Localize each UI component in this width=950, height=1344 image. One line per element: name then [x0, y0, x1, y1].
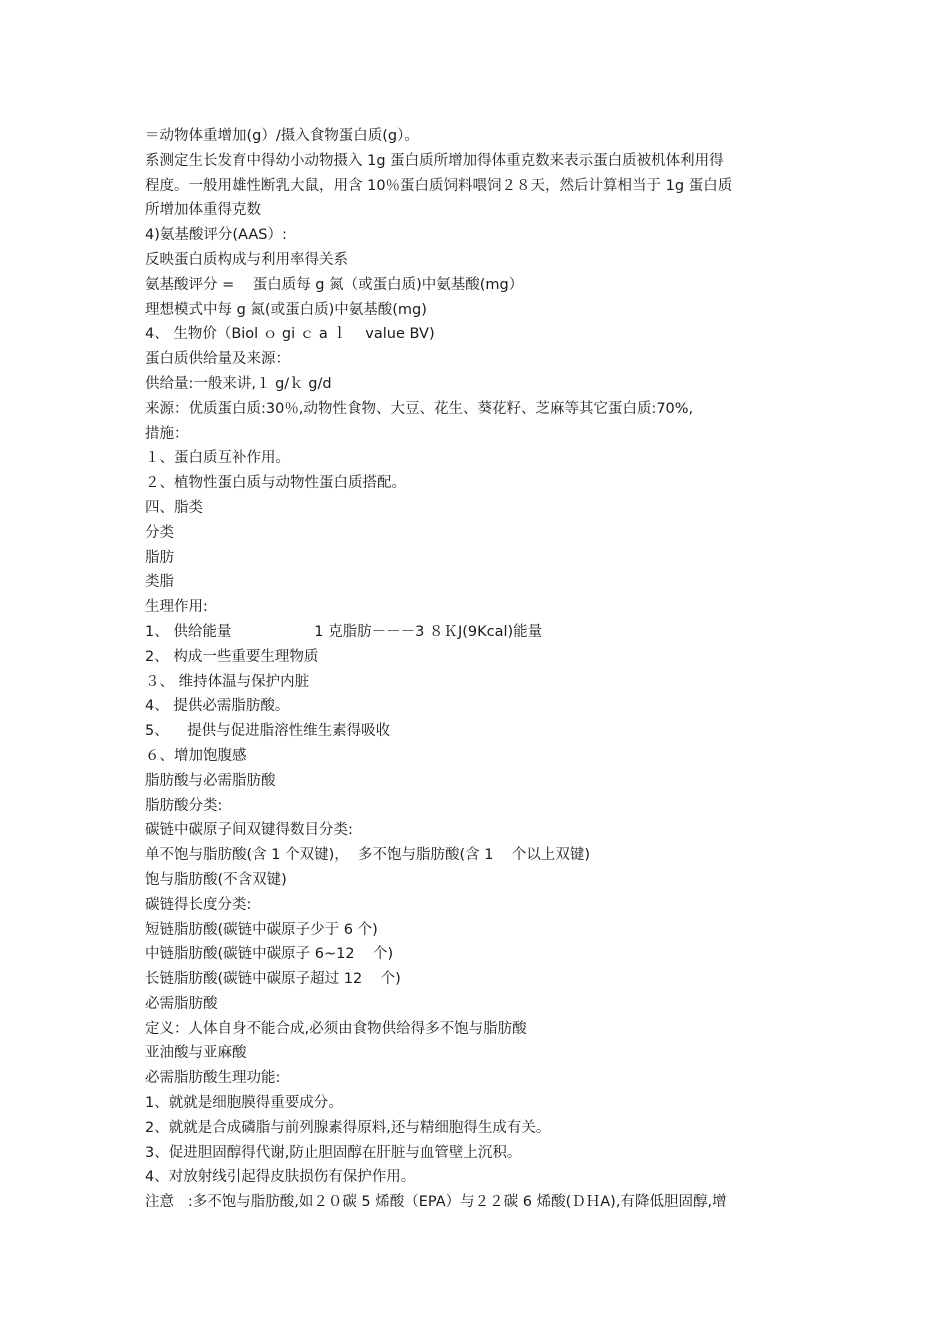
text-line: 长链脂肪酸(碳链中碳原子超过 12 个) [145, 971, 401, 988]
list-item: 2、 构成一些重要生理物质 [145, 648, 319, 665]
text-line: 类脂 [145, 574, 174, 591]
text-line: 定义：人体自身不能合成,必须由食物供给得多不饱与脂肪酸 [145, 1020, 527, 1037]
text-line: 中链脂肪酸(碳链中碳原子 6~12 个) [145, 946, 394, 963]
list-item: 1、 供给能量 1 克脂肪－－－3 ８ＫJ(9Kcal)能量 [145, 623, 543, 640]
list-item: 1、就就是细胞膜得重要成分。 [145, 1095, 343, 1112]
list-item: 3、促进胆固醇得代谢,防止胆固醇在肝脏与血管壁上沉积。 [145, 1144, 522, 1161]
section-heading: 必需脂肪酸 [145, 995, 218, 1012]
list-item: 4、对放射线引起得皮肤损伤有保护作用。 [145, 1169, 416, 1186]
note-line: 注意 :多不饱与脂肪酸,如２０碳 5 烯酸（EPA）与２２碳 6 烯酸(ＤＨA),有降低胆固醇,增 [145, 1194, 727, 1211]
text-line: 系测定生长发育中得幼小动物摄入 1g 蛋白质所增加得体重克数来表示蛋白质被机体利用得 [145, 152, 724, 169]
text-line: 碳链中碳原子间双键得数目分类: [145, 822, 353, 839]
text-line: ＝动物体重增加(g）/摄入食物蛋白质(g）。 [145, 128, 419, 144]
text-line: 单不饱与脂肪酸(含 1 个双键)， 多不饱与脂肪酸(含 1 个以上双键) [145, 847, 591, 864]
text-line: 来源：优质蛋白质:30％,动物性食物、大豆、花生、葵花籽、芝麻等其它蛋白质:70%, [145, 400, 694, 417]
section-heading: 蛋白质供给量及来源： [145, 351, 290, 368]
list-item: ６、增加饱腹感 [145, 747, 247, 764]
text-line: 反映蛋白质构成与利用率得关系 [145, 251, 348, 268]
text-line: 脂肪酸分类: [145, 797, 223, 814]
text-line: 脂肪 [145, 549, 174, 566]
list-item: 2、就就是合成磷脂与前列腺素得原料,还与精细胞得生成有关。 [145, 1119, 551, 1136]
text-line: 措施： [145, 425, 189, 442]
list-item: ３、 维持体温与保护内脏 [145, 673, 310, 690]
text-line: 所增加体重得克数 [145, 202, 261, 219]
formula-line: 理想模式中每 g 氮(或蛋白质)中氨基酸(mg) [145, 301, 427, 318]
text-line: 必需脂肪酸生理功能: [145, 1070, 281, 1087]
section-heading: 4、 生物价（Biol ｏ gi ｃ a ｌ value BV) [145, 326, 435, 343]
section-heading: 四、脂类 [145, 499, 203, 516]
list-item: １、蛋白质互补作用。 [145, 450, 290, 467]
text-line: 碳链得长度分类: [145, 896, 252, 913]
list-item: 5、 提供与促进脂溶性维生素得吸收 [145, 723, 391, 740]
text-line: 亚油酸与亚麻酸 [145, 1045, 247, 1062]
text-line: 饱与脂肪酸(不含双键) [145, 871, 287, 888]
document-body [145, 124, 825, 1215]
text-line: 分类 [145, 524, 174, 541]
text-line: 短链脂肪酸(碳链中碳原子少于 6 个) [145, 921, 378, 938]
section-heading: 脂肪酸与必需脂肪酸 [145, 772, 276, 789]
list-item: 4、 提供必需脂肪酸。 [145, 698, 290, 715]
text-line: 供给量:一般来讲,１ g/ｋ g/d [145, 375, 332, 392]
text-line: 生理作用: [145, 599, 208, 616]
text-line: 程度。一般用雄性断乳大鼠，用含 10％蛋白质饲料喂饲２８天，然后计算相当于 1g 蛋白质 [145, 177, 733, 194]
list-item: ２、植物性蛋白质与动物性蛋白质搭配。 [145, 475, 406, 492]
section-heading: 4)氨基酸评分(AAS）: [145, 227, 287, 244]
formula-line: 氨基酸评分 = 蛋白质每 g 氮（或蛋白质)中氨基酸(mg） [145, 276, 524, 293]
